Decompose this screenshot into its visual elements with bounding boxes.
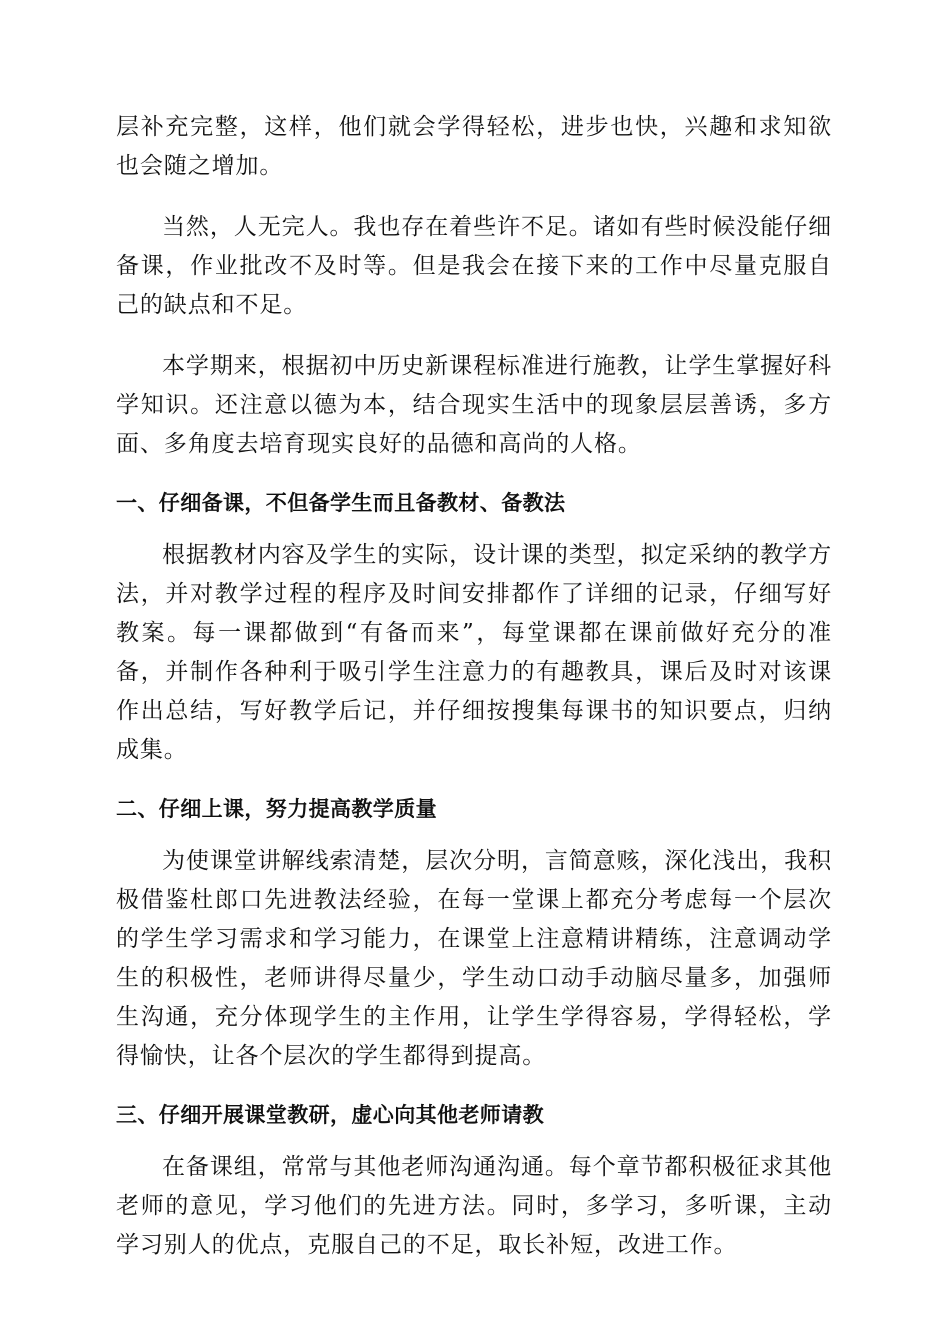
paragraph-teaching-quality: 为使课堂讲解线索清楚，层次分明，言简意赅，深化浅出，我积极借鉴杜郎口先进教法经验，在每一堂课上都充分考虑每一个层次的学生学习需求和学习能力，在课堂上注意精讲精练，注意调动学生的积极性，老师讲得尽量少，学生动口动手动脑尽量多，加强师生沟通，充分体现学生的主作用，让学生学得容易，学得轻松，学得愉快，让各个层次的学生都得到提高。 (116, 848, 832, 1069)
section-heading-1: 一、仔细备课，不但备学生而且备教材、备教法 (116, 491, 566, 515)
paragraph-research: 在备课组，常常与其他老师沟通沟通。每个章节都积极征求其他老师的意见，学习他们的先进方法。同时，多学习，多听课，主动学习别人的优点，克服自己的不足，取长补短，改进工作。 (116, 1154, 832, 1258)
paragraph-semester-intro: 本学期来，根据初中历史新课程标准进行施教，让学生掌握好科学知识。还注意以德为本，结合现实生活中的现象层层善诱，多方面、多角度去培育现实良好的品德和高尚的人格。 (116, 353, 832, 457)
paragraph-lesson-prep: 根据教材内容及学生的实际，设计课的类型，拟定采纳的教学方法，并对教学过程的程序及时间安排都作了详细的记录，仔细写好教案。每一课都做到“有备而来”，每堂课都在课前做好充分的准备，并制作各种利于吸引学生注意力的有趣教具，课后及时对该课作出总结，写好教学后记，并仔细按搜集每课书的知识要点，归纳成集。 (116, 542, 832, 763)
section-heading-3: 三、仔细开展课堂教研，虚心向其他老师请教 (116, 1103, 544, 1127)
paragraph-continued: 层补充完整，这样，他们就会学得轻松，进步也快，兴趣和求知欲也会随之增加。 (116, 114, 832, 179)
paragraph-shortcomings: 当然，人无完人。我也存在着些许不足。诸如有些时候没能仔细备课，作业批改不及时等。但是我会在接下来的工作中尽量克服自己的缺点和不足。 (116, 214, 832, 318)
section-heading-2: 二、仔细上课，努力提高教学质量 (116, 797, 437, 821)
document-page (116, 108, 832, 1287)
